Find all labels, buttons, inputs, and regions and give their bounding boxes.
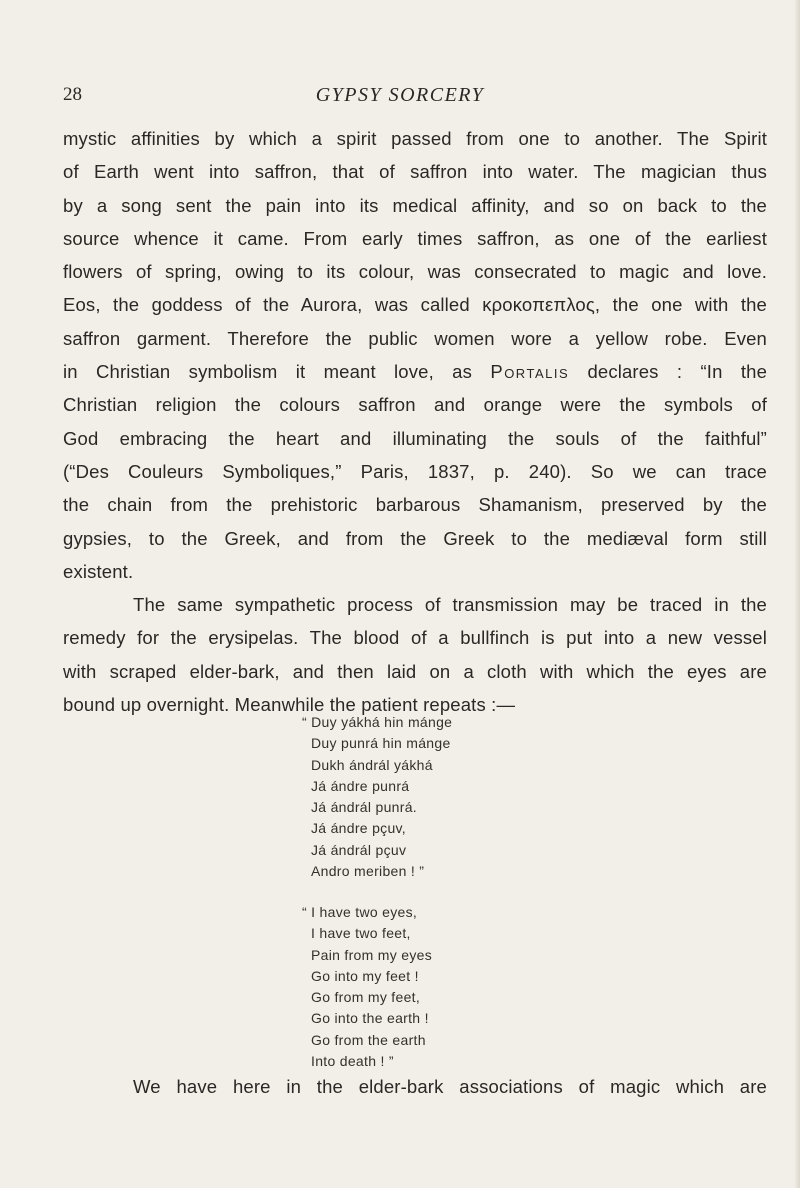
verse-line: Go into my feet ! — [311, 967, 419, 984]
text-line: bound up overnight. Meanwhile the patient repeats :— — [63, 694, 516, 716]
text-fragment: in Christian symbolism it meant love, as — [63, 361, 473, 383]
verse-line: Go from the earth — [311, 1031, 426, 1048]
text-line: Eos, the goddess of the Aurora, was called κροκοπεπλος, the one with the — [63, 294, 767, 316]
verse-line: Into death ! ” — [311, 1053, 394, 1070]
page-header — [63, 84, 737, 110]
verse-line: “ Duy yákhá hin mánge — [302, 714, 453, 730]
text-line: existent. — [63, 560, 134, 582]
page-edge-shadow — [794, 0, 800, 1188]
text-line: remedy for the erysipelas. The blood of a bullfinch is put into a new vessel — [63, 627, 767, 649]
author-name: Portalis — [490, 361, 570, 383]
text-line: Christian religion the colours saffron and orange were the symbols of — [63, 394, 767, 416]
text-line: mystic affinities by which a spirit passed from one to another. The Spirit — [63, 128, 767, 149]
text-line: source whence it came. From early times saffron, as one of the earliest — [63, 227, 767, 249]
verse-line: “ I have two eyes, — [302, 904, 418, 920]
text-line: by a song sent the pain into its medical affinity, and so on back to the — [63, 194, 767, 216]
text-line: The same sympathetic process of transmission may be traced in the — [133, 594, 767, 616]
text-line: the chain from the prehistoric barbarous Shamanism, preserved by the — [63, 494, 767, 516]
verse-line: Duy punrá hin mánge — [311, 735, 451, 752]
text-line: We have here in the elder-bark associations of magic which are — [133, 1076, 767, 1097]
text-line: gypsies, to the Greek, and from the Greek to the mediæval form still — [63, 527, 767, 549]
verse-line: Já ándrál pçuv — [311, 841, 407, 858]
verse-line: I have two feet, — [311, 925, 411, 942]
text-line: God embracing the heart and illuminating the souls of the faithful” — [63, 427, 767, 449]
closing-paragraph — [63, 1070, 767, 1103]
verse-line: Dukh ándrál yákhá — [311, 756, 433, 773]
verse-line: Já ándrál punrá. — [311, 799, 417, 816]
verse-line: Pain from my eyes — [311, 946, 433, 963]
romani-verse — [302, 712, 631, 882]
verse-line: Já ándre punrá — [311, 777, 410, 794]
text-line: (“Des Couleurs Symboliques,” Paris, 1837, p. 240). So we can trace — [63, 460, 767, 482]
text-line: flowers of spring, owing to its colour, was consecrated to magic and love. — [63, 261, 767, 283]
text-line: of Earth went into saffron, that of saffron into water. The magician thus — [63, 161, 767, 183]
verse-line: Já ándre pçuv, — [311, 820, 406, 837]
verse-line: Andro meriben ! ” — [311, 863, 425, 880]
english-verse — [302, 902, 631, 1072]
verse-line: Go into the earth ! — [311, 1010, 429, 1027]
text-line: saffron garment. Therefore the public women wore a yellow robe. Even — [63, 327, 767, 349]
text-line: with scraped elder-bark, and then laid on a cloth with which the eyes are — [63, 660, 767, 682]
verse-line: Go from my feet, — [311, 989, 421, 1006]
running-head: GYPSY SORCERY — [315, 84, 485, 106]
body-text — [63, 122, 767, 721]
text-fragment: declares : “In the — [587, 361, 768, 383]
text-line — [63, 355, 767, 388]
page-number: 28 — [63, 84, 82, 105]
